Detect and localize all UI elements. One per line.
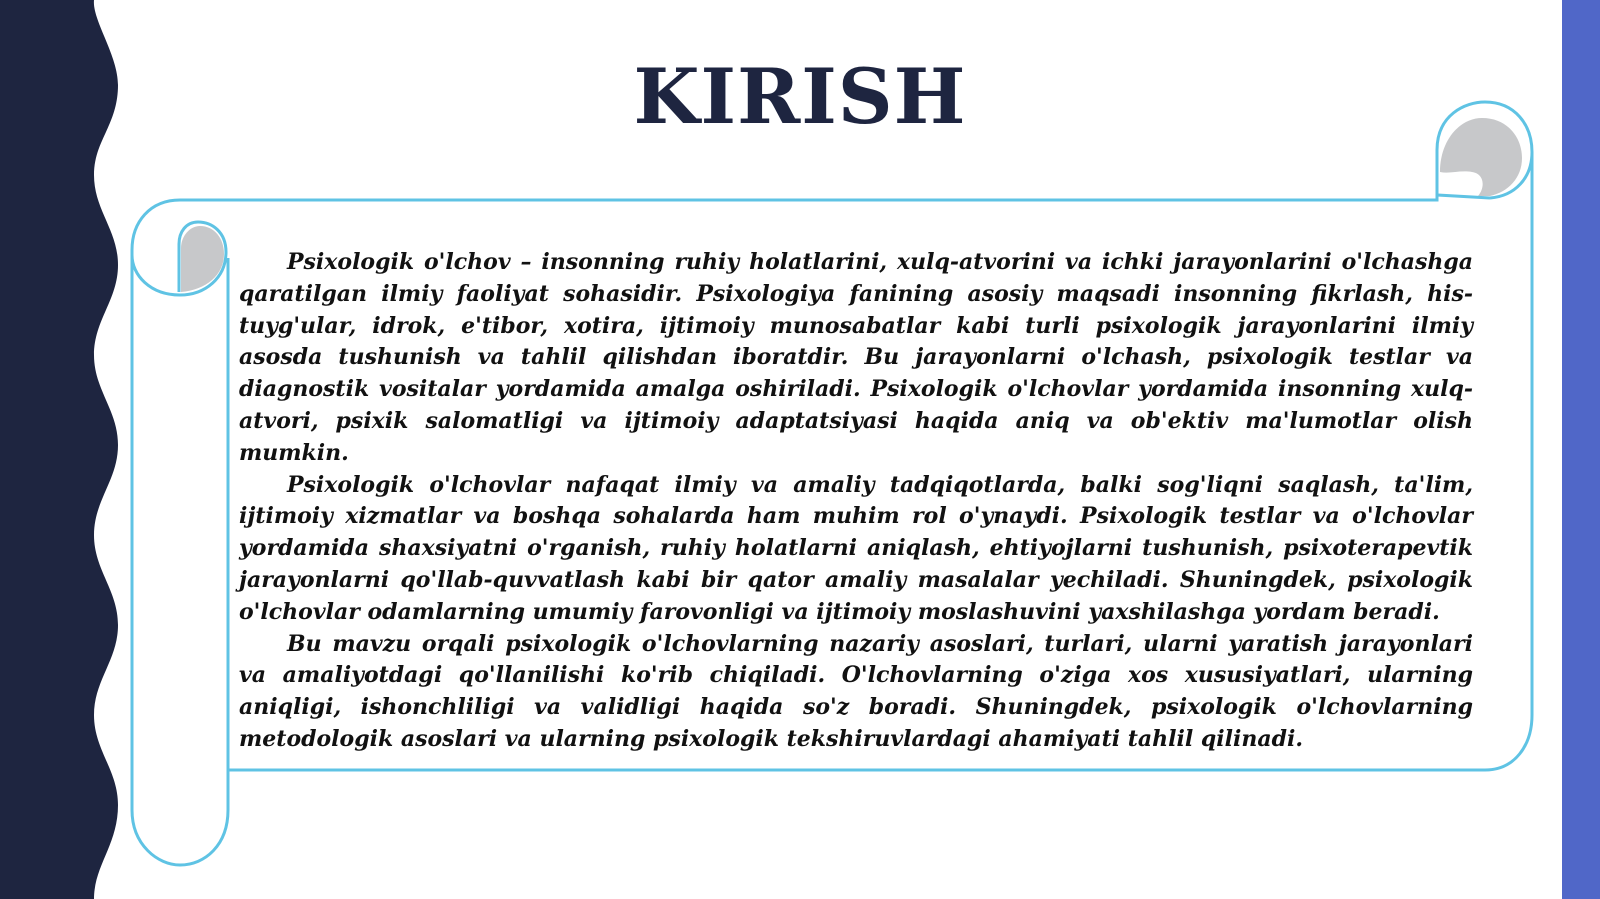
paragraph-2: Psixologik o'lchovlar nafaqat ilmiy va amaliy tadqiqotlarda, balki sog'liqni saqlash, ta'lim, ijtimoiy xizmatlar va boshqa sohalarda ham muhim rol o'ynaydi. Psixologik testlar va o'lchovlar yordamida shaxsiyatni o'rganish, ruhiy holatlarni aniqlash, ehtiyojlarni tushunish, psixoterapevtik jarayonlarni qo'llab-quvvatlash kabi bir qator amaliy masalalar yechiladi. Shuningdek, psixologik o'lchovlar odamlarning umumiy farovonligi va ijtimoiy moslashuvini yaxshilashga yordam beradi. xyxy=(239,471,1473,625)
intro-text-block xyxy=(239,247,1473,756)
slide-title: KIRISH xyxy=(633,52,967,141)
paragraph-1: Psixologik o'lchov – insonning ruhiy holatlarini, xulq-atvorini va ichki jarayonlarini o'lchashga qaratilgan ilmiy faoliyat sohasidir. Psixologiya fanining asosiy maqsadi insonning fikrlash, his-tuyg'ular, idrok, e'tibor, xotira, ijtimoiy munosabatlar kabi turli psixologik jarayonlarini ilmiy asosda tushunish va tahlil qilishdan iboratdir. Bu jarayonlarni o'lchash, psixologik testlar va diagnostik vositalar yordamida amalga oshiriladi. Psixologik o'lchovlar yordamida insonning xulq-atvori, psixik salomatligi va ijtimoiy adaptatsiyasi haqida aniq va ob'ektiv ma'lumotlar olish mumkin. xyxy=(239,249,1473,466)
paragraph-3: Bu mavzu orqali psixologik o'lchovlarning nazariy asoslari, turlari, ularni yaratish jarayonlari va amaliyotdagi qo'llanilishi ko'rib chiqiladi. O'lchovlarning o'ziga xos xususiyatlari, ularning aniqligi, ishonchliligi va validligi haqida so'z boradi. Shuningdek, psixologik o'lchovlarning metodologik asoslari va ularning psixologik tekshiruvlardagi ahamiyati tahlil qilinadi. xyxy=(239,630,1473,752)
